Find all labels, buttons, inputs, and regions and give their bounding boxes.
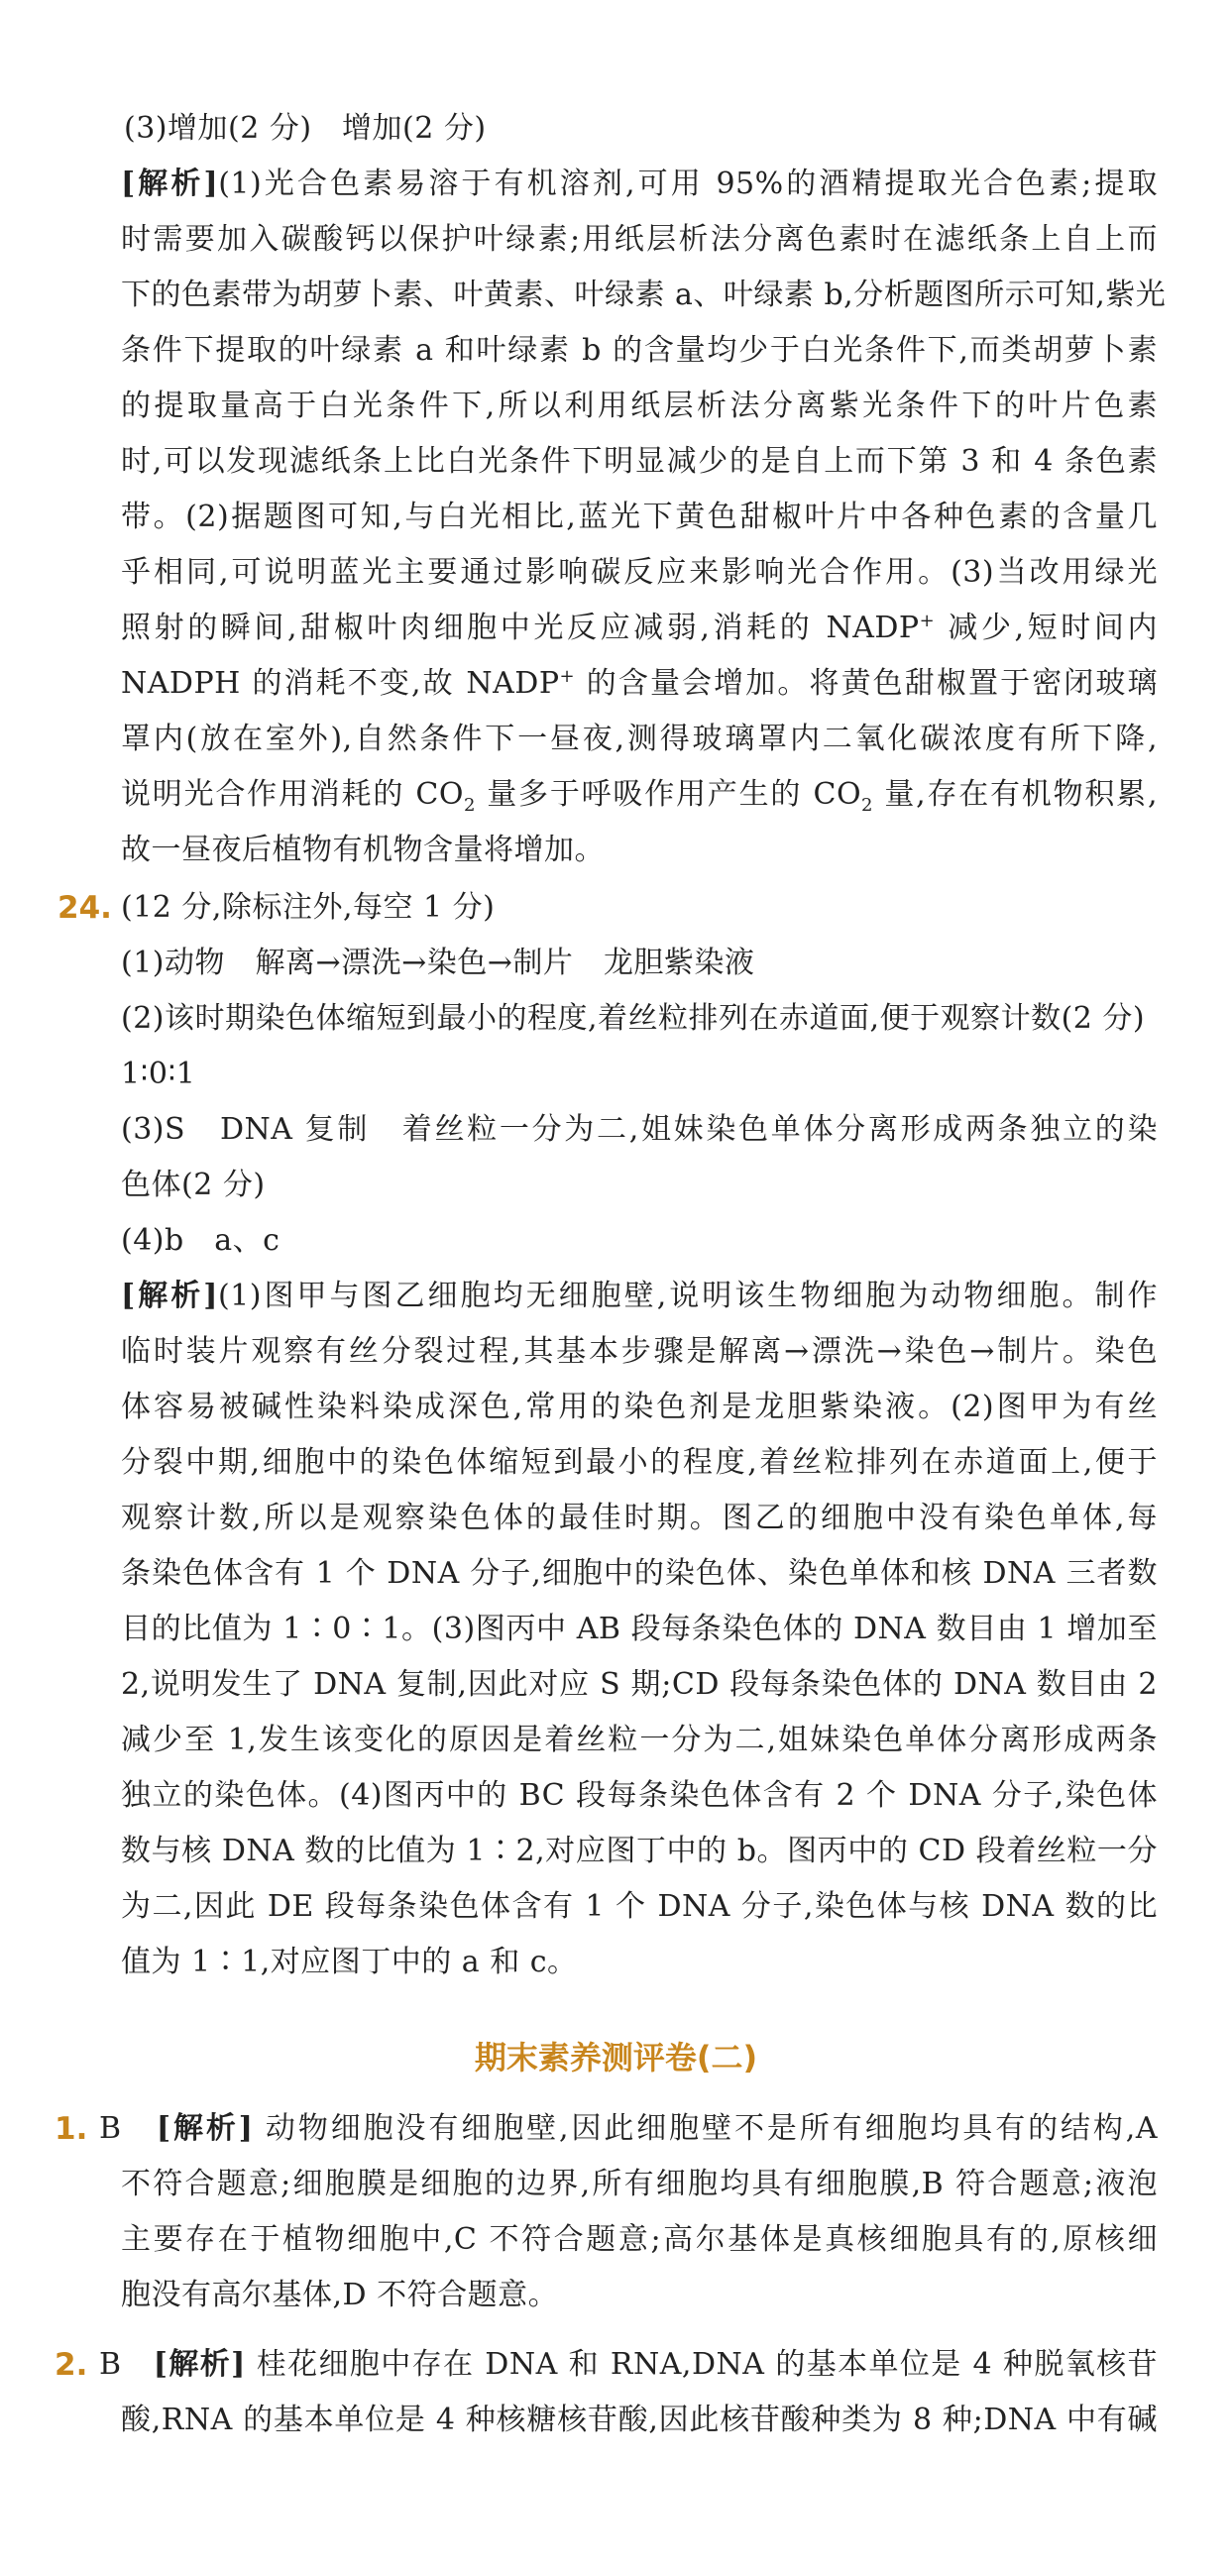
exam-title: 期末素养测评卷(二) [474,2039,758,2076]
q2-line: 酸,RNA 的基本单位是 4 种核糖核苷酸,因此核苷酸种类为 8 种;DNA 中有碱 [121,2403,1158,2437]
q24-answer-2: (2)该时期染色体缩短到最小的程度,着丝粒排列在赤道面,便于观察计数(2 分) [121,1001,1146,1036]
q24-analysis-line: 值为 1∶1,对应图丁中的 a 和 c。 [121,1945,578,1979]
q24-analysis-line: 目的比值为 1∶0∶1。(3)图丙中 AB 段每条染色体的 DNA 数目由 1 增加至 [121,1612,1158,1646]
q1-line: 不符合题意;细胞膜是细胞的边界,所有细胞均具有细胞膜,B 符合题意;液泡 [121,2167,1158,2201]
q24-analysis-line: 减少至 1,发生该变化的原因是着丝粒一分为二,姐妹染色单体分离形成两条 [121,1723,1158,1757]
q23-analysis-line: 时,可以发现滤纸条上比白光条件下明显减少的是自上而下第 3 和 4 条色素 [121,444,1158,479]
q2-line: B [解析] 桂花细胞中存在 DNA 和 RNA,DNA 的基本单位是 4 种脱氧核苷 [99,2347,1158,2382]
q23-analysis-line: 时需要加入碳酸钙以保护叶绿素;用纸层析法分离色素时在滤纸条上自上而 [121,222,1158,257]
q1-answer: B [99,2111,122,2146]
q23-analysis-line: 乎相同,可说明蓝光主要通过影响碳反应来影响光合作用。(3)当改用绿光 [121,555,1158,590]
q24-analysis-line: [解析](1)图甲与图乙细胞均无细胞壁,说明该生物细胞为动物细胞。制作 [121,1279,1159,1313]
q24-answer-3: (3)S DNA 复制 着丝粒一分为二,姐妹染色单体分离形成两条独立的染 [121,1112,1158,1147]
jiexi-label: [解析] [121,1279,218,1313]
question-number: 1. [55,2111,88,2147]
question-number: 2. [55,2347,88,2383]
q23-analysis-line: 照射的瞬间,甜椒叶肉细胞中光反应减弱,消耗的 NADP+ 减少,短时间内 [121,611,1158,645]
q23-analysis-line: 罩内(放在室外),自然条件下一昼夜,测得玻璃罩内二氧化碳浓度有所下降, [121,722,1158,756]
q23-analysis-line: 故一昼夜后植物有机物含量将增加。 [121,833,605,867]
q24-analysis-line: 数与核 DNA 数的比值为 1∶2,对应图丁中的 b。图丙中的 CD 段着丝粒一分 [121,1834,1158,1868]
q24-analysis-line: 体容易被碱性染料染成深色,常用的染色剂是龙胆紫染液。(2)图甲为有丝 [121,1390,1158,1424]
q23-analysis-line: 的提取量高于白光条件下,所以利用纸层析法分离紫光条件下的叶片色素 [121,389,1158,423]
jiexi-label: [解析] [153,2347,246,2382]
q24-header: (12 分,除标注外,每空 1 分) [121,890,496,925]
q24-answer-3-cont: 色体(2 分) [121,1168,266,1202]
question-number: 24. [57,890,112,926]
q24-answer-1: (1)动物 解离→漂洗→染色→制片 龙胆紫染液 [121,946,755,980]
q23-analysis-line: NADPH 的消耗不变,故 NADP+ 的含量会增加。将黄色甜椒置于密闭玻璃 [121,666,1158,701]
q1-line: 胞没有高尔基体,D 不符合题意。 [121,2278,559,2312]
q24-analysis-line: 分裂中期,细胞中的染色体缩短到最小的程度,着丝粒排列在赤道面上,便于 [121,1445,1158,1480]
q24-analysis-line: 条染色体含有 1 个 DNA 分子,细胞中的染色体、染色单体和核 DNA 三者数 [121,1556,1158,1591]
q23-analysis-line: 带。(2)据题图可知,与白光相比,蓝光下黄色甜椒叶片中各种色素的含量几 [121,500,1158,534]
jiexi-label: [解析] [156,2111,254,2146]
q24-analysis-line: 2,说明发生了 DNA 复制,因此对应 S 期;CD 段每条染色体的 DNA 数目由 2 [121,1667,1158,1702]
q1-line: B [解析] 动物细胞没有细胞壁,因此细胞壁不是所有细胞均具有的结构,A [99,2111,1159,2146]
q2-answer: B [99,2347,122,2382]
q24-answer-2-ratio: 1∶0∶1 [121,1057,196,1091]
q24-analysis-line: 临时装片观察有丝分裂过程,其基本步骤是解离→漂洗→染色→制片。染色 [121,1334,1158,1369]
q24-analysis-line: 独立的染色体。(4)图丙中的 BC 段每条染色体含有 2 个 DNA 分子,染色体 [121,1778,1158,1813]
q23-analysis-line: 说明光合作用消耗的 $CO_2$ 量多于呼吸作用产生的 $CO_2$ 量,存在有机物积累, [121,777,1159,816]
jiexi-label: [解析] [121,167,219,201]
q1-line: 主要存在于植物细胞中,C 不符合题意;高尔基体是真核细胞具有的,原核细 [121,2222,1158,2257]
q24-analysis-line: 观察计数,所以是观察染色体的最佳时期。图乙的细胞中没有染色单体,每 [121,1501,1158,1535]
q23-analysis-line: 条件下提取的叶绿素 a 和叶绿素 b 的含量均少于白光条件下,而类胡萝卜素 [121,333,1158,368]
q23-answer-3: (3)增加(2 分) 增加(2 分) [124,111,487,146]
q23-analysis-line: [解析](1)光合色素易溶于有机溶剂,可用 95%的酒精提取光合色素;提取 [121,167,1158,201]
q23-analysis-line: 下的色素带为胡萝卜素、叶黄素、叶绿素 a、叶绿素 b,分析题图所示可知,紫光 [121,278,1167,312]
q24-analysis-line: 为二,因此 DE 段每条染色体含有 1 个 DNA 分子,染色体与核 DNA 数的比 [121,1889,1158,1924]
q24-answer-4: (4)b a、c [121,1223,280,1258]
